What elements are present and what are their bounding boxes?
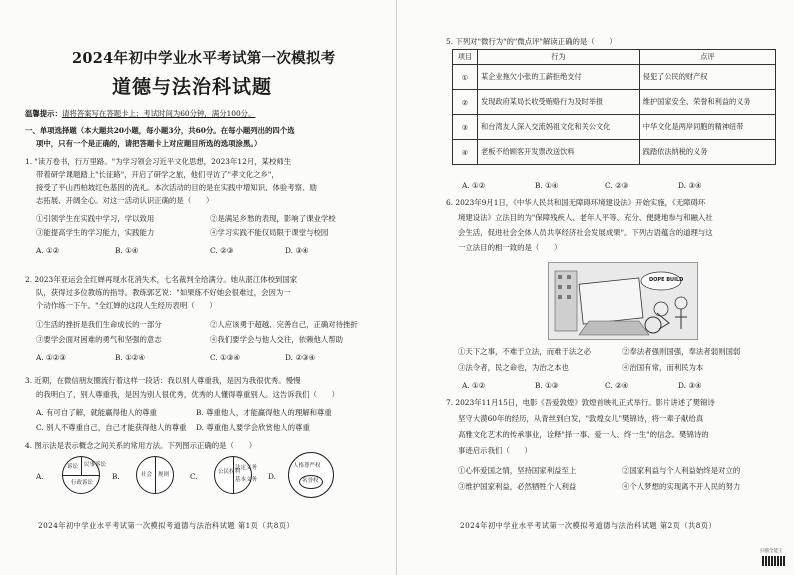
table-cell: 老板不给顾客开发票改送饮料: [478, 140, 640, 165]
q2-option-3: ③要学会面对困难的勇气和坚强的意志: [36, 335, 162, 344]
notice: [25, 107, 255, 120]
section1-heading: 一、单项选择题（本大题共20小题，每小题3分，共60分。在每小题列出的四个选: [25, 126, 295, 135]
q2-option-1: ①生活的挫折是我们生命成长的一部分: [36, 320, 162, 329]
q3-option-a[interactable]: A. 有可自了解，就能赢得他人的尊重: [36, 408, 157, 417]
pie-d-label: 人格尊严权: [293, 463, 321, 469]
table-row: [453, 140, 776, 165]
q6-option-1: ①天下之事，不难于立法，而难于法之必: [458, 347, 592, 356]
pie-d-label: 名誉权: [302, 478, 319, 484]
q6-line: 会生活，促进社会全体人员共享经济社会发展成果"。下列古语蕴含的道理与这: [458, 228, 713, 237]
table-header: 项目: [453, 50, 478, 65]
q5-choice-a[interactable]: A. ①②: [462, 181, 486, 190]
section1-heading-2: 项中，只有一个是正确的，请把答题卡上对应题目所选的选项涂黑。）: [36, 139, 262, 148]
q1-line: 志拓展、开阔全心。对这一活动认识正确的是（ ）: [36, 196, 214, 205]
q4-option-d[interactable]: D.: [268, 472, 277, 481]
q4-pie-d: [288, 452, 334, 498]
pie-c-label: 基本义务: [235, 477, 258, 483]
footer-left: 2024年初中学业水平考试第一次模拟考道德与法治科试题 第1页（共8页）: [38, 521, 295, 530]
q1-option-1: ①引领学生在实践中学习，学以致用: [36, 214, 155, 223]
pie-a-label: 诉讼: [67, 464, 79, 470]
pie-c-label: 法定义务: [235, 465, 258, 471]
q5-table: [452, 49, 776, 165]
q3-option-b[interactable]: B. 尊重他人，才能赢得他人的理解和尊重: [196, 408, 332, 417]
table-cell: ①: [453, 65, 478, 90]
q5-choice-b[interactable]: B. ①④: [535, 181, 559, 190]
table-cell: 侵犯了公民的财产权: [639, 65, 775, 90]
q2-choice-c[interactable]: C. ①③④: [210, 353, 240, 362]
notice-label: 温馨提示：: [25, 109, 62, 118]
q1-option-2: ②是满足乡愁的表现，影响了课业学校: [210, 214, 336, 223]
q6-option-2: ②奉法者强则国强，奉法者弱则国弱: [622, 347, 741, 356]
footer-right: 2024年初中学业水平考试第一次模拟考道德与法治科试题 第2页（共8页）: [460, 521, 717, 530]
q1-line: 接受了平山西柏坡红色基因的洗礼。本次活动的目的是在实践中增知识、体验考察、励: [36, 183, 317, 192]
q7-line: 高雅文化艺术的传承事业，诠释"择一事、爱一人、终一生"的信念。樊锦诗的: [458, 430, 709, 439]
table-cell: 和台湾友人深入交流妈祖文化和关公文化: [478, 115, 640, 140]
q1-choice-d[interactable]: D. ③④: [285, 246, 309, 255]
q2-choice-b[interactable]: B. ①②④: [115, 353, 146, 362]
q6-cartoon: [548, 262, 698, 340]
q4-stem: 4. 图示法是表示概念之间关系的常用方法。下列图示正确的是（ ）: [25, 441, 257, 450]
cartoon-illustration: [549, 263, 697, 339]
table-cell: 践踏依法纳税的义务: [639, 140, 775, 165]
pie-a-label: 行政诉讼: [71, 480, 94, 486]
scanner-watermark: 扫描全能王: [760, 549, 783, 554]
q7-line: 7. 2023年11月15日，电影《吾爱敦煌》敦煌首映礼正式举行。影片讲述了樊锦诗: [446, 398, 715, 407]
table-cell: ②: [453, 90, 478, 115]
table-row: [453, 65, 776, 90]
table-cell: ④: [453, 140, 478, 165]
q4-option-c[interactable]: C.: [190, 472, 198, 481]
exam-subject: 道德与法治科试题: [112, 76, 273, 98]
table-row: [453, 115, 776, 140]
table-row: [453, 90, 776, 115]
q1-option-4: ④学习实践不能仅局限于课堂与校园: [210, 228, 329, 237]
q3-line: 3. 近期，在微信朋友圈流行着这样一段话：我以别人尊重我，是因为我很优秀。慢慢: [25, 376, 301, 385]
table-cell: ③: [453, 115, 478, 140]
q1-choice-c[interactable]: C. ②③: [210, 246, 234, 255]
q2-line: 2. 2023年亚运会全红婵再现水花消失术，七名裁判全给满分。她从湛江体校到国家: [25, 275, 298, 284]
q1-line: 带着研学课题踏上"长征路"，开启了研学之旅，他们寻访了"孝文化之乡"，: [36, 170, 279, 179]
q6-option-4: ④治国有常，而利民为本: [622, 363, 704, 372]
pie-a-label: 民事诉讼: [84, 462, 107, 468]
scanner-logo-icon: [762, 556, 786, 566]
pie-b-label: 社会: [141, 472, 153, 478]
notice-text: 请将答案写在答题卡上；考试时间为60分钟，满分100分。: [61, 109, 256, 118]
page-fold-divider: [396, 0, 397, 575]
q2-choice-a[interactable]: A. ①②③: [36, 353, 66, 362]
q1-choice-a[interactable]: A. ①②: [36, 246, 60, 255]
table-cell: 中华文化是两岸同胞的精神纽带: [639, 115, 775, 140]
q6-choice-c[interactable]: C. ②④: [605, 381, 629, 390]
q4-pie-b: [136, 456, 174, 494]
q6-choice-b[interactable]: B. ①③: [535, 381, 559, 390]
q7-line: 坚守大漠60年的经历，从青丝到白发，"敦煌女儿"樊锦诗，将一辈子献给真: [458, 414, 704, 423]
pie-b-label: 规则: [158, 472, 170, 478]
exam-title: 2024年初中学业水平考试第一次模拟考: [72, 50, 336, 67]
cartoon-sign-text: DOPE BUILD: [649, 277, 684, 283]
q2-option-4: ④我们要学会与他人交往，依赖他人帮助: [210, 335, 344, 344]
q5-choice-c[interactable]: C. ②③: [605, 181, 629, 190]
q6-option-3: ③法令者，民之命也，为治之本也: [458, 363, 569, 372]
q3-line: 的我明白了，别人尊重我，是因为别人很优秀，优秀的人懂得尊重别人。这告诉我们（ ）: [36, 390, 340, 399]
q4-option-b[interactable]: B.: [112, 472, 120, 481]
q4-option-a[interactable]: A.: [36, 472, 44, 481]
table-header: 行为: [478, 50, 640, 65]
q1-option-3: ③能提高学生的学习能力，实践能力: [36, 228, 155, 237]
q7-option-3: ③维护国家利益，必然牺牲个人利益: [458, 482, 577, 491]
q7-line: 事迹启示我们（ ）: [458, 446, 532, 455]
q6-choice-a[interactable]: A. ①②: [462, 381, 486, 390]
q6-line: 6. 2023年9月1日，《中华人民共和国无障碍环境建设法》开始实施，《无障碍环: [446, 198, 706, 207]
q5-stem: 5. 下列对"微行为"的"微点评"解读正确的是（ ）: [446, 37, 617, 46]
q4-pie-a: [62, 456, 107, 494]
table-cell: 维护国家安全、荣誉和利益的义务: [639, 90, 775, 115]
q6-line: 境建设法》立法目的为"保障残疾人、老年人平等、充分、便捷地参与和融入社: [458, 213, 713, 222]
q7-option-2: ②国家利益与个人利益始终是对立的: [622, 466, 741, 475]
q3-option-d[interactable]: D. 尊重他人要学会欣赏他人的尊重: [196, 423, 310, 432]
q2-choice-d[interactable]: D. ②③④: [285, 353, 316, 362]
q7-option-1: ①心怀爱国之情，坚持国家利益至上: [458, 466, 577, 475]
q5-choice-d[interactable]: D. ③④: [678, 181, 702, 190]
q2-option-2: ②人应该勇于超越、完善自己，正确对待挫折: [210, 320, 358, 329]
table-header-row: [453, 50, 776, 65]
table-header: 点评: [639, 50, 775, 65]
q7-option-4: ④个人梦想的实现离不开人民的努力: [622, 482, 741, 491]
table-cell: 某企业拖欠小张的工薪拒绝支付: [478, 65, 640, 90]
q1-choice-b[interactable]: B. ①④: [115, 246, 139, 255]
q2-line: 个动作练一下午。"全红婵的这段人生经历表明（ ）: [36, 301, 217, 310]
q3-option-c[interactable]: C. 别人不尊重自己，自己才能获得他人的尊重: [36, 423, 187, 432]
q2-line: 队，获得过多位教练的指导。教练郭艺说："如果练不好她会很难过，会因为一: [36, 288, 291, 297]
table-cell: 发现政府某局长收受贿赂行为及时举报: [478, 90, 640, 115]
q6-choice-d[interactable]: D. ③④: [678, 381, 702, 390]
pie-c-label: 公民权利: [218, 469, 241, 475]
q1-line: 1. "读万卷书，行万里路。"为学习领会习近平文化思想，2023年12月，某校师生: [25, 157, 292, 166]
q6-line: 一立法目的相一致的是（ ）: [458, 243, 562, 252]
q4-pie-c: [214, 456, 258, 494]
